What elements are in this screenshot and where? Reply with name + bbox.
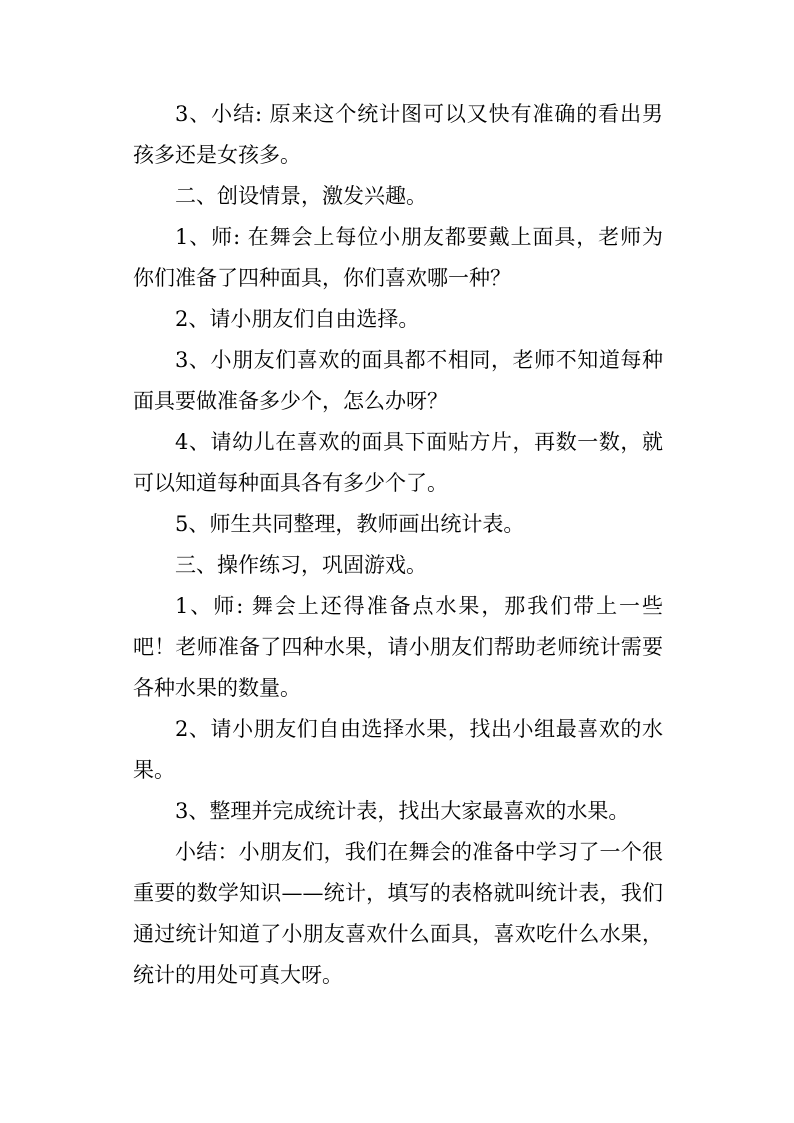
paragraph-masks-differ: 3、小朋友们喜欢的面具都不相同，老师不知道每种面具要做准备多少个，怎么办呀？ <box>133 348 663 413</box>
paragraph-free-choice: 2、请小朋友们自由选择。 <box>175 307 420 331</box>
paragraph-teacher-fruit: 1、师: 舞会上还得准备点水果，那我们带上一些吧！老师准备了四种水果，请小朋友们帮助老师统计需要各种水果的数量。 <box>133 594 663 700</box>
paragraph-stick-squares: 4、请幼儿在喜欢的面具下面贴方片，再数一数，就可以知道每种面具各有多少个了。 <box>133 430 663 495</box>
paragraph-teacher-masks: 1、师: 在舞会上每位小朋友都要戴上面具，老师为你们准备了四种面具，你们喜欢哪一种？ <box>133 225 663 290</box>
paragraph-draw-table: 5、师生共同整理，教师画出统计表。 <box>175 512 525 536</box>
document-body <box>133 94 663 996</box>
section-heading-2: 二、创设情景，激发兴趣。 <box>175 184 427 208</box>
paragraph-choose-fruit: 2、请小朋友们自由选择水果，找出小组最喜欢的水果。 <box>133 717 663 782</box>
section-heading-3: 三、操作练习，巩固游戏。 <box>175 553 427 577</box>
paragraph-complete-table: 3、整理并完成统计表，找出大家最喜欢的水果。 <box>175 799 630 823</box>
paragraph-conclusion: 小结：小朋友们，我们在舞会的准备中学习了一个很重要的数学知识——统计，填写的表格就叫统计表，我们通过统计知道了小朋友喜欢什么面具，喜欢吃什么水果，统计的用处可真大呀。 <box>133 840 663 987</box>
paragraph-summary-3: 3、小结: 原来这个统计图可以又快有准确的看出男孩多还是女孩多。 <box>133 102 663 167</box>
